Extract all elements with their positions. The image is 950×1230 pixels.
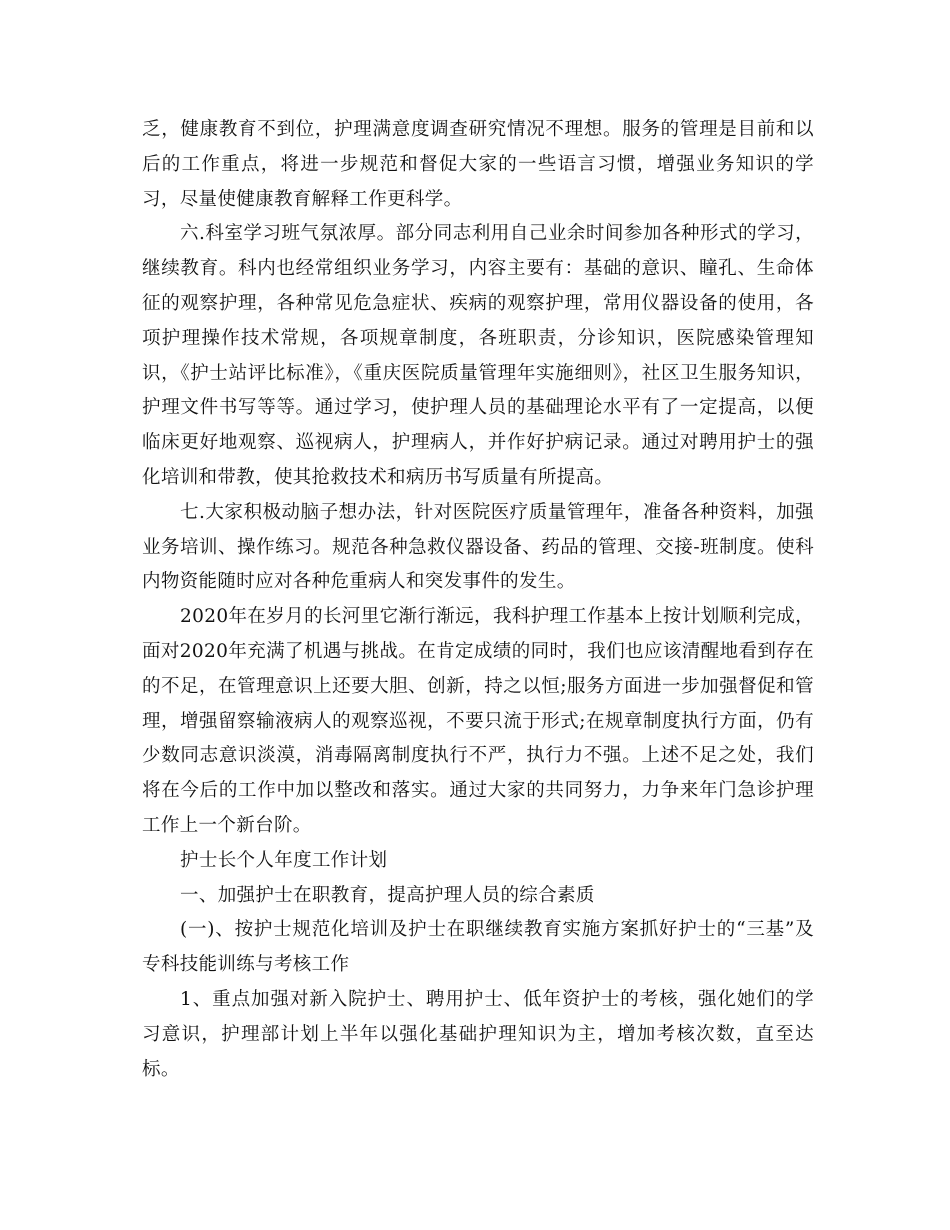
document-body (142, 113, 814, 1087)
paragraph-item-one: 1、重点加强对新入院护士、聘用护士、低年资护士的考核，强化她们的学习意识，护理部计划上半年以强化基础护理知识为主，增加考核次数，直至达标。 (142, 988, 814, 1080)
paragraph-section-seven-quality: 七.大家积极动脑子想办法，针对医院医疗质量管理年，准备各种资料，加强业务培训、操作练习。规范各种急救仪器设备、药品的管理、交接-班制度。使科内物资能随时应对各种危重病人和突发事件的发生。 (142, 501, 814, 593)
paragraph-health-education: 乏，健康教育不到位，护理满意度调查研究情况不理想。服务的管理是目前和以后的工作重点，将进一步规范和督促大家的一些语言习惯，增强业务知识的学习，尽量使健康教育解释工作更科学。 (142, 119, 814, 210)
paragraph-section-six-study: 六.科室学习班气氛浓厚。部分同志利用自己业余时间参加各种形式的学习，继续教育。科内也经常组织业务学习，内容主要有：基础的意识、瞳孔、生命体征的观察护理，各种常见危急症状、疾病的观察护理，常用仪器设备的使用，各项护理操作技术常规，各项规章制度，各班职责，分诊知识，医院感染管理知识，《护士站评比标准》，《重庆医院质量管理年实施细则》，社区卫生服务知识，护理文件书写等等。通过学习，使护理人员的基础理论水平有了一定提高，以便临床更好地观察、巡视病人，护理病人，并作好护病记录。通过对聘用护士的强化培训和带教，使其抢救技术和病历书写质量有所提高。 (142, 223, 814, 488)
section-heading-annual-plan: 护士长个人年度工作计划 (180, 849, 388, 871)
heading-subsection-one: (一)、按护士规范化培训及护士在职继续教育实施方案抓好护士的“三基”及专科技能训练与考核工作 (142, 919, 814, 976)
heading-part-one: 一、加强护士在职教育，提高护理人员的综合素质 (180, 884, 595, 906)
paragraph-year-summary: 2020年在岁月的长河里它渐行渐远，我科护理工作基本上按计划顺利完成，面对2020年充满了机遇与挑战。在肯定成绩的同时，我们也应该清醒地看到存在的不足，在管理意识上还要大胆、创新，持之以恒;服务方面进一步加强督促和管理，增强留察输液病人的观察巡视，不要只流于形式;在规章制度执行方面，仍有少数同志意识淡漠，消毒隔离制度执行不严，执行力不强。上述不足之处，我们将在今后的工作中加以整改和落实。通过大家的共同努力，力争来年门急诊护理工作上一个新台阶。 (142, 606, 814, 836)
